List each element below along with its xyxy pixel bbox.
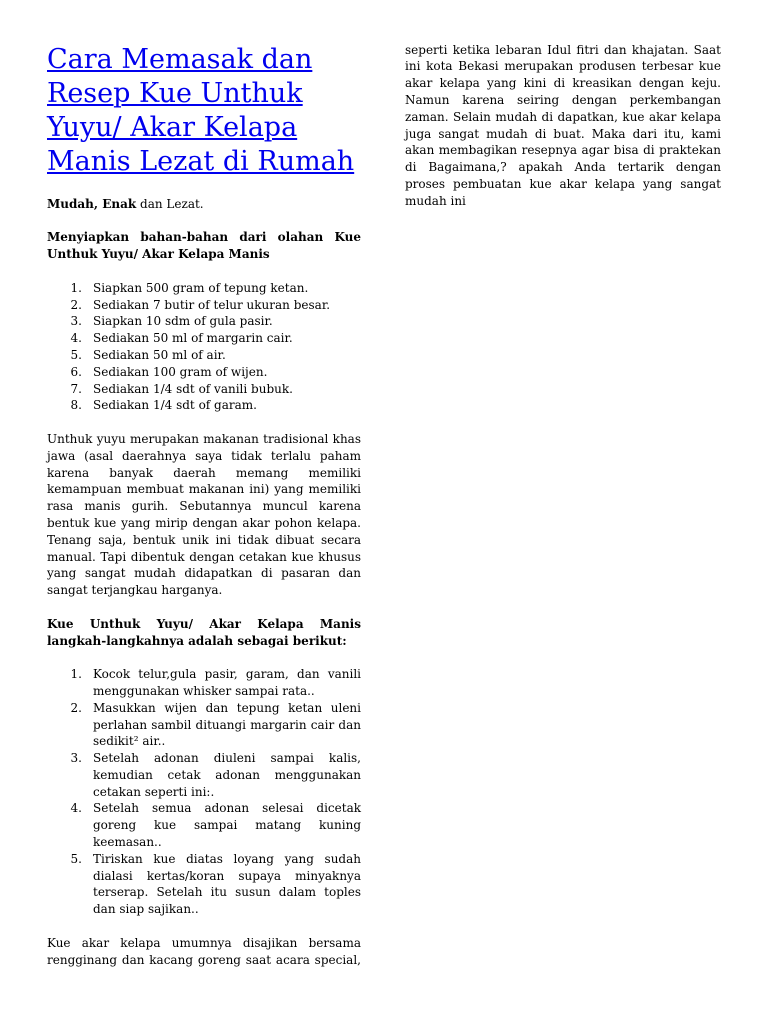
steps-heading: Kue Unthuk Yuyu/ Akar Kelapa Manis langkah-langkahnya adalah sebagai berikut: (47, 616, 361, 648)
ingredient-item (47, 280, 361, 297)
ingredient-text: Sediakan 1/4 sdt of vanili bubuk. (93, 381, 293, 396)
tagline-text: dan Lezat. (140, 196, 204, 211)
ingredient-text: Sediakan 1/4 sdt of garam. (93, 398, 257, 413)
ingredient-text: Sediakan 100 gram of wijen. (93, 364, 268, 379)
ingredients-heading: Menyiapkan bahan-bahan dari olahan Kue Unthuk Yuyu/ Akar Kelapa Manis (47, 230, 361, 262)
ingredient-number: 3. (70, 314, 82, 329)
closing-paragraph-part-2: seperti ketika lebaran Idul fitri dan khajatan. Saat ini kota Bekasi merupakan produsen terbesar kue akar kelapa yang kini di kreasikan dengan keju. Namun karena seiring dengan perkembangan zaman. Selain mudah di dapatkan, kue akar kelapa juga sangat mudah di buat. Maka dari itu, kami akan membagikan resepnya agar bisa di praktekan di Bagaimana,? apakah Anda tertarik dengan proses pembuatan kue akar kelapa yang sangat mudah ini (405, 42, 721, 208)
ingredient-text: Sediakan 7 butir of telur ukuran besar. (93, 297, 331, 312)
closing-paragraph-part-1: Kue akar kelapa umumnya disajikan bersama rengginang dan kacang goreng saat acara special, (47, 935, 361, 967)
step-text: Masukkan wijen dan tepung ketan uleni perlahan sambil dituangi margarin cair dan sedikit² air.. (93, 700, 361, 749)
step-item (47, 750, 361, 800)
intro-paragraph: Unthuk yuyu merupakan makanan tradisional khas jawa (asal daerahnya saya tidak terlalu paham karena banyak daerah memang memiliki kemampuan membuat makanan ini) yang memiliki rasa manis gurih. Sebutannya muncul karena bentuk kue yang mirip dengan akar pohon kelapa. Tenang saja, bentuk unik ini tidak dibuat secara manual. Tapi dibentuk dengan cetakan kue khusus yang sangat mudah didapatkan di pasaran dan sangat terjangkau harganya. (47, 431, 361, 598)
ingredient-item (47, 297, 361, 314)
ingredient-item (47, 381, 361, 398)
ingredient-number: 6. (70, 364, 82, 379)
step-number: 3. (70, 751, 82, 766)
tagline (47, 196, 361, 213)
ingredient-text: Siapkan 10 sdm of gula pasir. (93, 314, 273, 329)
tagline-bold: Mudah, Enak (47, 196, 137, 211)
ingredient-number: 1. (70, 280, 82, 295)
ingredient-item (47, 330, 361, 347)
ingredient-item (47, 397, 361, 414)
step-number: 4. (70, 801, 82, 816)
step-item (47, 700, 361, 750)
right-column (405, 42, 721, 210)
ingredient-text: Sediakan 50 ml of margarin cair. (93, 331, 293, 346)
ingredient-text: Siapkan 500 gram of tepung ketan. (93, 280, 309, 295)
step-item (47, 666, 361, 700)
ingredient-number: 8. (70, 398, 82, 413)
ingredient-number: 5. (70, 347, 82, 362)
step-number: 2. (70, 700, 82, 715)
ingredient-number: 4. (70, 331, 82, 346)
left-column (47, 43, 361, 968)
step-text: Tiriskan kue diatas loyang yang sudah dialasi kertas/koran supaya minyaknya terserap. Setelah itu susun dalam toples dan siap sajikan.. (93, 851, 361, 917)
ingredient-number: 2. (70, 297, 82, 312)
step-number: 1. (70, 667, 82, 682)
article-title (47, 43, 361, 179)
ingredients-list (47, 280, 361, 414)
step-text: Setelah adonan diuleni sampai kalis, kemudian cetak adonan menggunakan cetakan seperti ini:. (93, 751, 361, 799)
step-item (47, 851, 361, 918)
steps-list (47, 666, 361, 918)
step-number: 5. (70, 851, 82, 866)
ingredient-item (47, 347, 361, 364)
step-text: Setelah semua adonan selesai dicetak goreng kue sampai matang kuning keemasan.. (93, 801, 361, 850)
ingredient-item (47, 313, 361, 330)
ingredient-item (47, 364, 361, 381)
step-text: Kocok telur,gula pasir, garam, dan vanili menggunakan whisker sampai rata.. (93, 667, 361, 698)
step-item (47, 800, 361, 850)
ingredient-number: 7. (70, 381, 82, 396)
ingredient-text: Sediakan 50 ml of air. (93, 347, 226, 362)
article-title-link[interactable]: Cara Memasak dan Resep Kue Unthuk Yuyu/ Akar Kelapa Manis Lezat di Rumah (47, 44, 355, 177)
